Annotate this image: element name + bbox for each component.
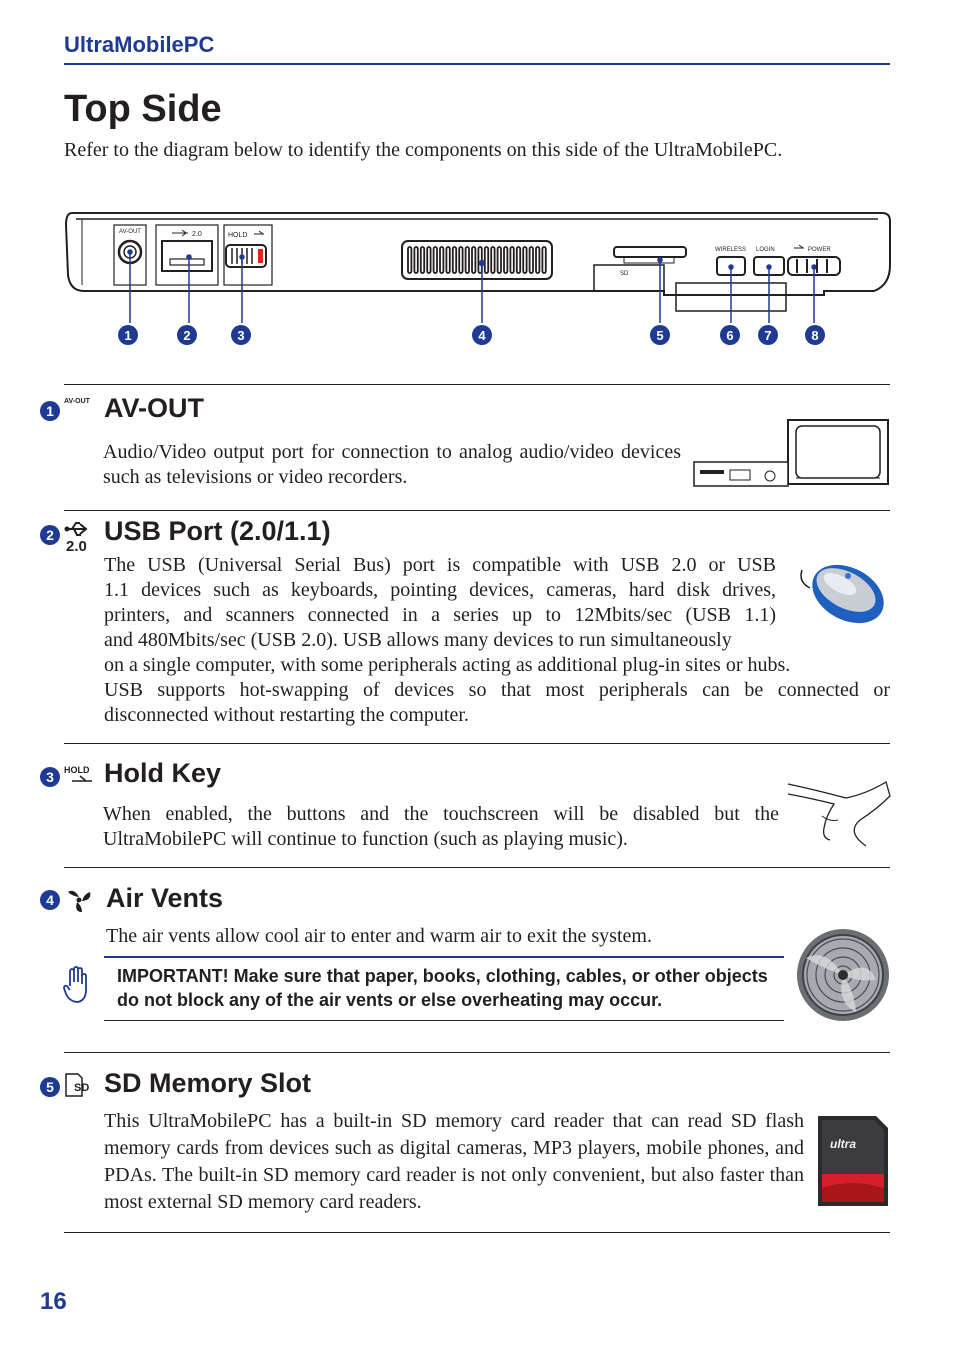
section-divider <box>64 1232 890 1233</box>
diagram-callout-1: 1 <box>124 328 132 343</box>
section-body-air-vents: The air vents allow cool air to enter and warm air to exit the system. <box>106 925 652 947</box>
usb-body-line: disconnected without restarting the computer. <box>104 704 469 726</box>
usb-icon-label: 2.0 <box>66 538 87 555</box>
section-body-usb <box>104 553 890 728</box>
section-number-badge: 3 <box>40 767 60 787</box>
hold-icon: HOLD <box>64 765 90 775</box>
hold-switch-label: HOLD <box>228 232 248 239</box>
wireless-label: WIRELESS <box>715 247 747 253</box>
top-side-diagram <box>64 205 894 355</box>
hand-stop-icon <box>62 966 90 1004</box>
diagram-callout-4: 4 <box>478 328 486 343</box>
section-title-av-out: AV-OUT <box>104 393 204 423</box>
section-divider <box>64 1052 890 1053</box>
section-number-badge: 2 <box>40 525 60 545</box>
usb-body-line: 1.1 devices such as keyboards, pointing devices, cameras, hard disk drives, <box>104 579 776 601</box>
page-title: Top Side <box>64 88 222 130</box>
usb-body-line: and 480Mbits/sec (USB 2.0). USB allows many devices to run simultaneously <box>104 629 732 651</box>
diagram-callout-8: 8 <box>811 328 819 343</box>
av-out-icon: AV-OUT <box>64 398 90 405</box>
sd-card-illustration <box>816 1114 890 1208</box>
important-callout: IMPORTANT! Make sure that paper, books, clothing, cables, or other objects do not block any of the air vents or else overheating may occur. <box>117 966 768 1010</box>
section-title-usb: USB Port (2.0/1.1) <box>104 516 331 546</box>
usb-port-label: 2.0 <box>192 231 202 238</box>
section-number-badge: 4 <box>40 890 60 910</box>
section-number-badge: 5 <box>40 1077 60 1097</box>
important-rule-bottom <box>104 1020 784 1021</box>
mouse-illustration <box>796 556 890 632</box>
hold-arrow-icon <box>70 775 96 783</box>
usb-body-line: on a single computer, with some peripherals acting as additional plug-in sites or hubs. <box>104 654 791 676</box>
section-divider <box>64 867 890 868</box>
section-body-sd-memory-slot: This UltraMobilePC has a built-in SD memory card reader that can read SD flash memory cards from devices such as digital cameras, MP3 players, mobile phones, and PDAs. The built-in SD memory card reader is not only convenient, but also faster than most external SD memory card readers. <box>104 1110 804 1213</box>
tv-vcr-illustration <box>690 418 890 488</box>
usb-icon <box>64 520 94 538</box>
section-body-hold-key: When enabled, the buttons and the touchscreen will be disabled but the UltraMobilePC will continue to function (such as playing music). <box>103 803 779 850</box>
section-title-hold-key: Hold Key <box>104 758 222 788</box>
fan-photo-illustration <box>796 928 890 1022</box>
running-header: UltraMobilePC <box>64 32 215 57</box>
diagram-callout-6: 6 <box>726 328 734 343</box>
air-vent-grille <box>402 241 552 279</box>
diagram-callout-3: 3 <box>237 328 245 343</box>
section-title-air-vents: Air Vents <box>106 883 224 913</box>
sd-icon-label: SD <box>74 1082 90 1094</box>
usb-body-line: printers, and scanners connected in a series up to 12Mbits/sec (USB 1.1) <box>104 604 776 626</box>
intro-text: Refer to the diagram below to identify the components on this side of the UltraMobilePC. <box>64 139 783 161</box>
av-out-port-label: AV-OUT <box>119 229 141 235</box>
diagram-callout-2: 2 <box>183 328 191 343</box>
important-rule-top <box>104 956 784 958</box>
usb-body-line: USB supports hot-swapping of devices so that most peripherals can be connected or <box>104 679 890 701</box>
usb-body-line: The USB (Universal Serial Bus) port is compatible with USB 2.0 or USB <box>104 554 776 576</box>
section-title-sd-memory-slot: SD Memory Slot <box>104 1068 312 1098</box>
section-divider <box>64 384 890 385</box>
section-divider <box>64 743 890 744</box>
section-body-av-out: Audio/Video output port for connection to analog audio/video devices such as televisions or video recorders. <box>103 441 681 488</box>
section-divider <box>64 510 890 511</box>
power-label: POWER <box>808 247 831 253</box>
section-number-badge: 1 <box>40 401 60 421</box>
hand-illustration <box>786 776 892 850</box>
header-rule <box>64 63 890 65</box>
sd-slot-label: SD <box>620 271 629 277</box>
diagram-callout-7: 7 <box>764 328 772 343</box>
diagram-callout-5: 5 <box>656 328 664 343</box>
page-number: 16 <box>40 1288 67 1315</box>
sd-card-brand: ultra <box>830 1137 857 1151</box>
fan-icon <box>64 886 94 914</box>
login-label: LOGIN <box>756 247 775 253</box>
